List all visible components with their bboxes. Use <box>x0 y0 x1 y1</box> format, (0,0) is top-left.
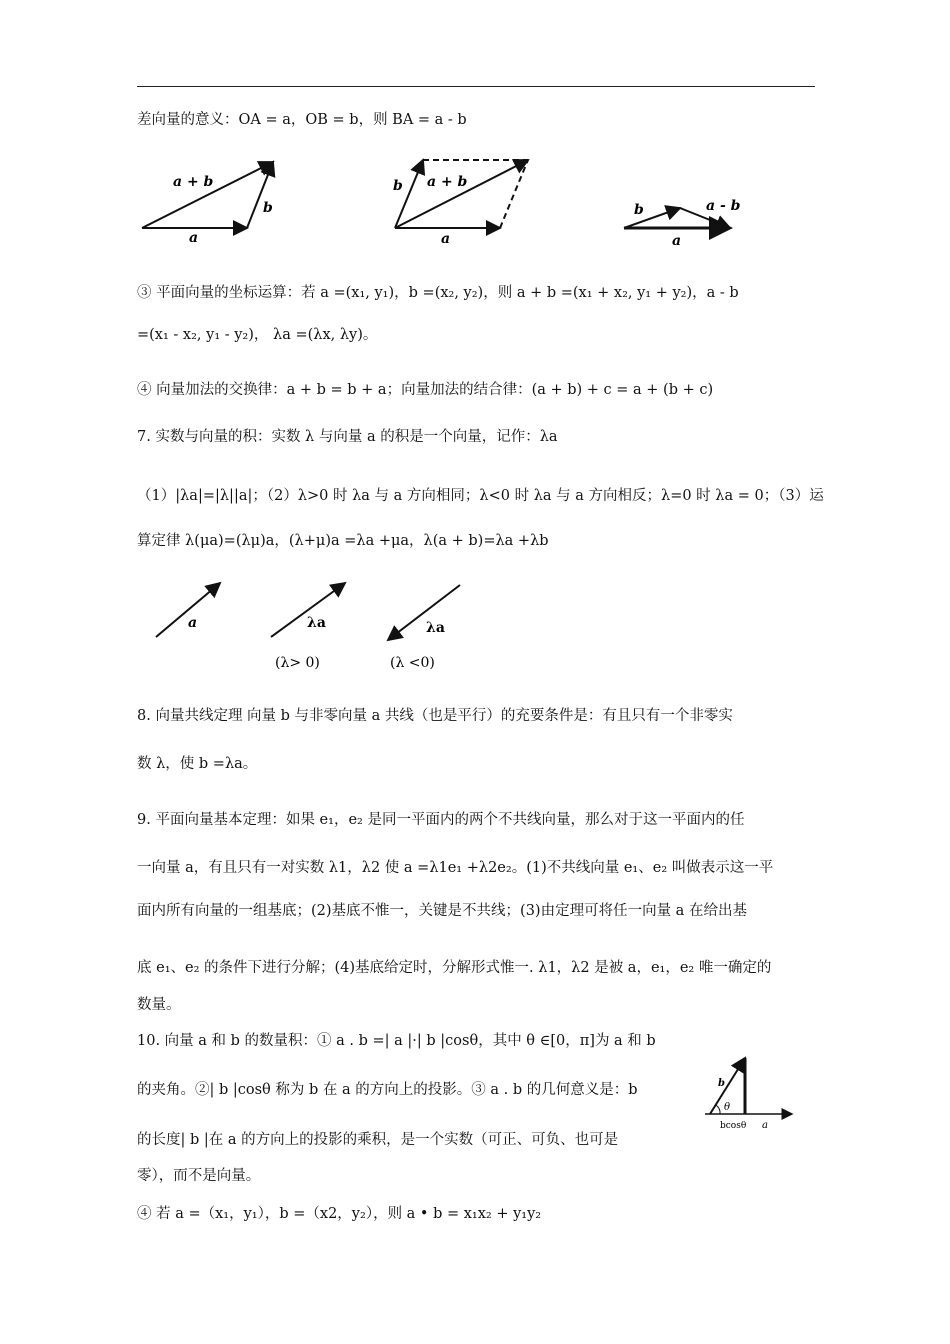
text-line-9: 数 λ，使 b =λa。 <box>137 756 258 772</box>
text-line-1: 差向量的意义：OA = a，OB = b，则 BA = a - b <box>137 112 467 128</box>
figure-scalar-negative <box>380 580 470 675</box>
label-a: a <box>441 231 451 245</box>
text-line-13: 底 e₁、e₂ 的条件下进行分解；(4)基底给定时，分解形式惟一. λ1，λ2 是被 a，e₁，e₂ 唯一确定的 <box>137 960 772 976</box>
label-lambda-positive: (λ> 0) <box>275 655 320 671</box>
text-line-14: 数量。 <box>137 997 181 1013</box>
figure-scalar-positive <box>265 575 355 675</box>
text-line-16: 的夹角。②| b |cosθ 称为 b 在 a 的方向上的投影。③ a . b 的几何意义是：b <box>137 1082 638 1098</box>
text-line-7: 算定律 λ(μa)=(λμ)a，(λ+μ)a =λa +μa，λ(a + b)=λa +λb <box>137 533 549 549</box>
label-b: b <box>263 200 273 216</box>
label-a: a <box>672 233 682 249</box>
text-line-18: 零），而不是向量。 <box>137 1168 261 1184</box>
vector-b-arrow <box>624 208 680 228</box>
figure-difference <box>620 190 760 250</box>
label-theta: θ <box>724 1102 731 1113</box>
figure-scalar-a <box>150 575 240 645</box>
label-lambda-a: λa <box>307 615 326 631</box>
vector-lambda-a-arrow <box>388 585 460 640</box>
vector-sum-arrow <box>142 162 273 228</box>
label-lambda-a: λa <box>426 620 445 636</box>
vector-b-arrow <box>247 162 273 228</box>
angle-arc <box>716 1105 720 1114</box>
label-b: b <box>393 178 403 194</box>
text-line-6: （1）|λa|=|λ||a|；（2）λ>0 时 λa 与 a 方向相同；λ<0 时 λa 与 a 方向相反；λ=0 时 λa = 0；（3）运 <box>137 488 824 504</box>
label-a: a <box>762 1120 768 1131</box>
text-line-2: ③ 平面向量的坐标运算：若 a =(x₁, y₁)，b =(x₂, y₂)，则 a + b =(x₁ + x₂, y₁ + y₂)，a - b <box>137 285 739 301</box>
label-a: a <box>189 230 199 245</box>
figure-triangle-rule <box>137 150 287 245</box>
label-b: b <box>634 202 644 218</box>
label-b: b <box>718 1078 725 1089</box>
label-lambda-negative: (λ <0) <box>390 655 435 671</box>
header-rule <box>137 86 815 87</box>
vector-sum-arrow <box>395 160 528 228</box>
text-line-12: 面内所有向量的一组基底；(2)基底不惟一，关键是不共线；(3)由定理可将任一向量 a 在给出基 <box>137 903 747 919</box>
text-line-19: ④ 若 a =（x₁，y₁），b =（x2，y₂），则 a • b = x₁x₂ + y₁y₂ <box>137 1206 542 1222</box>
text-line-15: 10. 向量 a 和 b 的数量积：① a . b =| a |·| b |cosθ，其中 θ ∈[0，π]为 a 和 b <box>137 1033 656 1049</box>
figure-projection <box>700 1050 800 1132</box>
label-bcos: bcosθ <box>720 1121 747 1131</box>
text-line-8: 8. 向量共线定理 向量 b 与非零向量 a 共线（也是平行）的充要条件是：有且只有一个非零实 <box>137 708 733 724</box>
text-line-5: 7. 实数与向量的积：实数 λ 与向量 a 的积是一个向量，记作：λa <box>137 429 558 445</box>
text-line-11: 一向量 a，有且只有一对实数 λ1，λ2 使 a =λ1e₁ +λ2e₂。(1)不共线向量 e₁、e₂ 叫做表示这一平 <box>137 860 774 876</box>
text-line-17: 的长度| b |在 a 的方向上的投影的乘积，是一个实数（可正、可负、也可是 <box>137 1132 619 1148</box>
vector-b-arrow <box>395 160 423 228</box>
text-line-4: ④ 向量加法的交换律：a + b = b + a；向量加法的结合律：(a + b) + c = a + (b + c) <box>137 382 714 398</box>
dashed-right-edge <box>500 160 528 228</box>
label-sum: a + b <box>173 174 214 190</box>
label-diff: a - b <box>706 198 741 214</box>
label-sum: a + b <box>427 174 468 190</box>
text-line-10: 9. 平面向量基本定理：如果 e₁，e₂ 是同一平面内的两个不共线向量，那么对于这一平面内的任 <box>137 812 745 828</box>
figure-parallelogram-rule <box>385 150 535 245</box>
text-line-3: =(x₁ - x₂, y₁ - y₂)， λa =(λx, λy)。 <box>137 327 378 343</box>
label-a: a <box>188 615 198 631</box>
